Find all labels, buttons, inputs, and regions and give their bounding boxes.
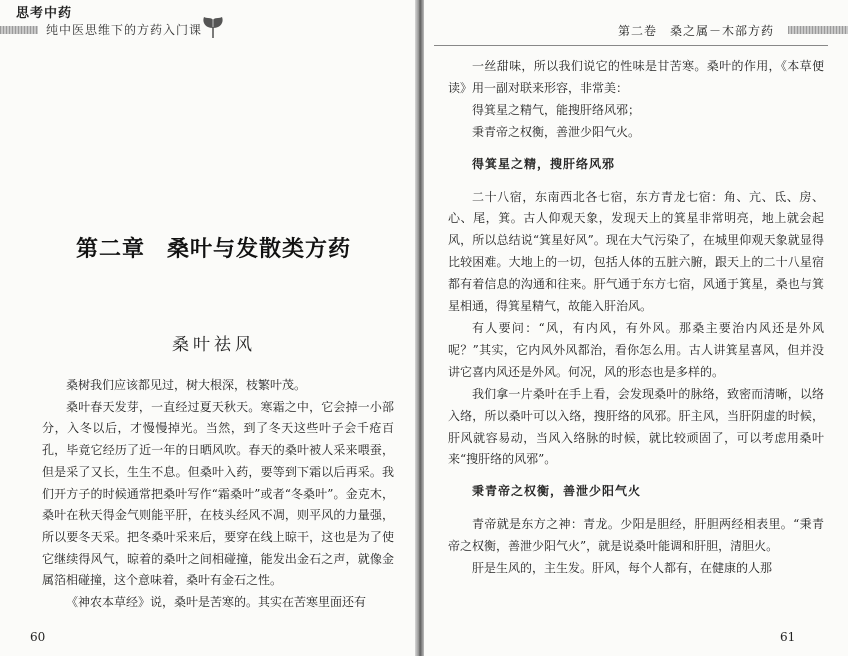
- book-spine: [415, 0, 424, 656]
- chapter-label: 第二章: [76, 237, 146, 262]
- paragraph: 有人要问：“风，有内风，有外风。那桑主要治内风还是外风呢？”其实，它内风外风都治，看你怎么用。古人讲箕星喜风，但并没讲它喜内风还是外风。何况，风的形态也是多样的。: [448, 320, 824, 379]
- right-body-text: [448, 56, 824, 580]
- right-page: [424, 0, 848, 656]
- ginkgo-leaf-icon: [200, 14, 226, 40]
- paragraph: 桑树我们应该都见过，树大根深，枝繁叶茂。: [66, 378, 307, 392]
- paragraph: 青帝就是东方之神：青龙。少阳是胆经，肝胆两经相表里。“秉青帝之权衡，善泄少阳气火”，就是说桑叶能调和肝胆，清胆火。: [448, 517, 824, 554]
- chapter-title: 桑叶与发散类方药: [167, 237, 352, 262]
- couplet-line: 得箕星之精气，能搜肝络风邪；: [472, 102, 641, 117]
- chapter-heading: [76, 232, 351, 263]
- left-body-text: [42, 375, 394, 614]
- paragraph: 二十八宿，东南西北各七宿，东方青龙七宿：角、亢、氐、房、心、尾，箕。古人仰观天象，发现天上的箕星非常明亮，地上就会起风，所以总结说“箕星好风”。现在大气污染了，在城里仰观天象就显得比较困难。大地上的一切，包括人体的五脏六腑，跟天上的二十八星宿都有着信息的沟通和往来。肝气通于东方七宿，风通于箕星，桑也与箕星相通，得箕星精气，故能入肝治风。: [448, 189, 824, 314]
- paragraph: 《神农本草经》说，桑叶是苦寒的。其实在苦寒里面还有: [66, 595, 367, 610]
- header-decor-bar: [0, 26, 38, 34]
- header-decor-bar: [788, 26, 848, 34]
- series-title: 思考中药: [16, 6, 73, 21]
- couplet-line: 秉青帝之权衡，善泄少阳气火。: [472, 124, 641, 139]
- series-subtitle: 纯中医思维下的方药入门课: [46, 23, 203, 37]
- header-rule: [434, 45, 828, 46]
- paragraph: 一丝甜味，所以我们说它的性味是甘苦寒。桑叶的作用，《本草便读》用一副对联来形容，非常美：: [448, 59, 824, 95]
- paragraph: 肝是生风的，主生发。肝风，每个人都有，在健康的人那: [472, 561, 773, 576]
- section-title: 桑叶祛风: [172, 335, 256, 355]
- page-number: 61: [780, 630, 796, 644]
- left-page: [0, 0, 415, 656]
- paragraph: 我们拿一片桑叶在手上看，会发现桑叶的脉络，致密而清晰，以络入络，所以桑叶可以入络，搜肝络的风邪。肝主风，当肝阴虚的时候，肝风就容易动，当风入络脉的时候，就比较顽固了，可以考虑用桑叶来“搜肝络的风邪”。: [448, 386, 824, 467]
- page-number: 60: [30, 630, 46, 644]
- paragraph: 桑叶春天发芽，一直经过夏天秋天。寒霜之中，它会掉一小部分，入冬以后，才慢慢掉光。当然，到了冬天这些叶子会千疮百孔，毕竟它经历了近一年的日晒风吹。春天的桑叶被人采来喂蚕，但是采了又长，生生不息。但桑叶入药，要等到下霜以后再采。我们开方子的时候通常把桑叶写作“霜桑叶”或者“冬桑叶”。金克木，桑叶在秋天得金气则能平肝，在枝头经风不凋，则平风的力量强，所以要冬天采。把冬桑叶采来后，要穿在线上晾干，这也是为了使它继续得风气，晾着的桑叶之间相碰撞，能发出金石之声，就像金属箔相碰撞，这个意味着，桑叶有金石之性。: [42, 399, 394, 588]
- running-head: 第二卷 桑之属－木部方药: [618, 24, 775, 38]
- subsection-heading: 秉青帝之权衡，善泄少阳气火: [472, 484, 642, 499]
- subsection-heading: 得箕星之精，搜肝络风邪: [472, 156, 616, 171]
